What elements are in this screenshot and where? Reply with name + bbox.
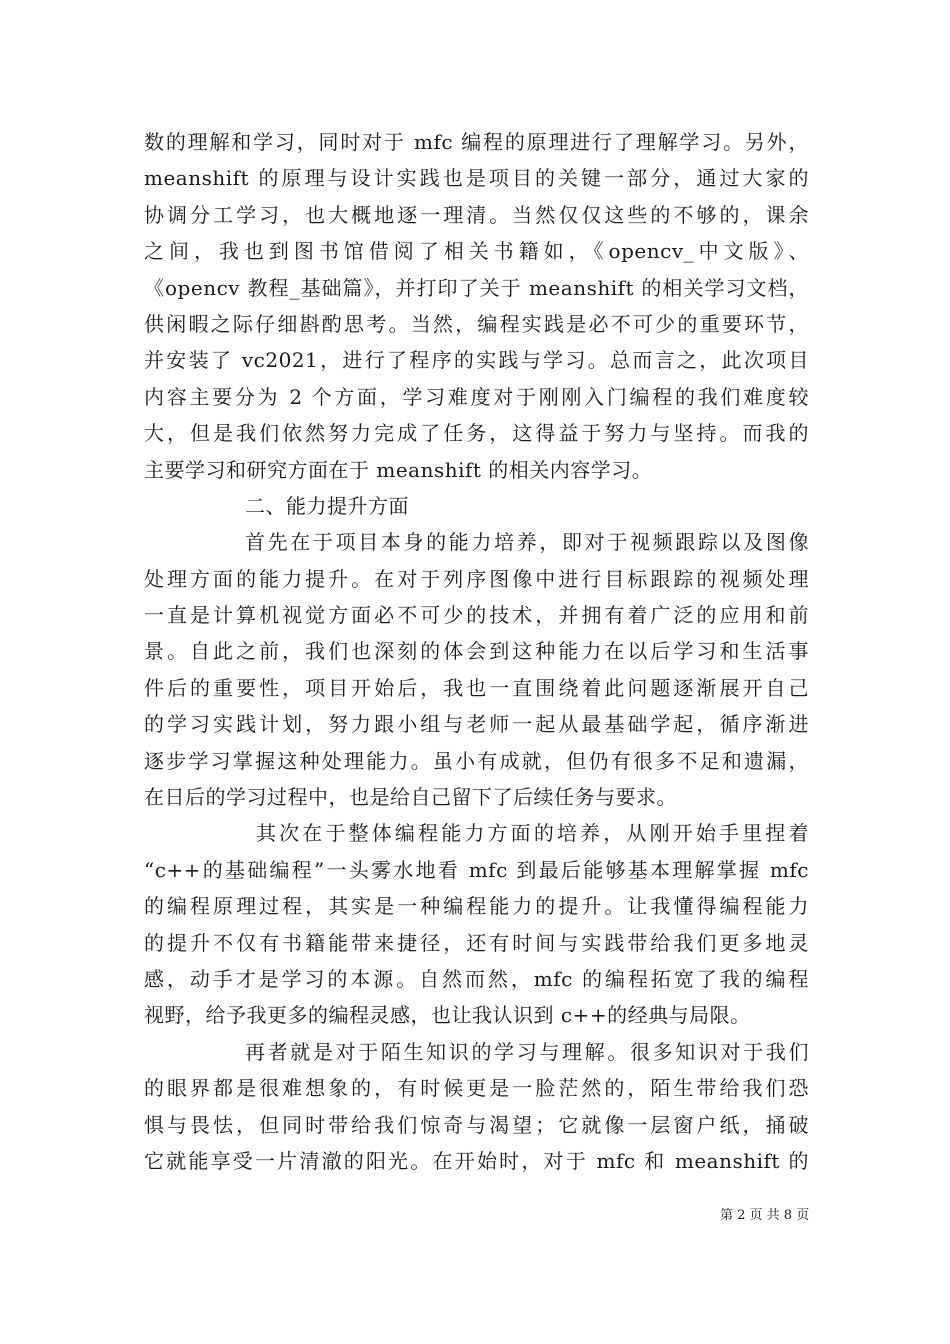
text-line: 的提升不仅有书籍能带来捷径，还有时间与实践带给我们更多地灵 [144, 930, 809, 955]
text-line: 件后的重要性，项目开始后，我也一直围绕着此问题逐渐展开自己 [144, 675, 809, 700]
paragraph-first-line: 再者就是对于陌生知识的学习与理解。很多知识对于我们 [245, 1039, 809, 1064]
text-line: 景。自此之前，我们也深刻的体会到这种能力在以后学习和生活事 [144, 639, 809, 664]
text-line: 数的理解和学习，同时对于 mfc 编程的原理进行了理解学习。另外， [144, 130, 809, 154]
paragraph-first-line: 首先在于项目本身的能力培养，即对于视频跟踪以及图像 [245, 530, 809, 555]
text-line: 《opencv 教程_基础篇》，并打印了关于 meanshift 的相关学习文档， [144, 275, 809, 300]
text-line: 感，动手才是学习的本源。自然而然，mfc 的编程拓宽了我的编程 [144, 966, 809, 991]
page-number-footer: 第 2 页 共 8 页 [720, 1208, 810, 1223]
text-line: 协调分工学习，也大概地逐一理清。当然仅仅这些的不够的，课余 [144, 202, 809, 227]
text-line: 它就能享受一片清澈的阳光。在开始时，对于 mfc 和 meanshift 的 [144, 1148, 809, 1173]
text-line: 主要学习和研究方面在于 meanshift 的相关内容学习。 [144, 457, 653, 482]
text-line: 之间，我也到图书馆借阅了相关书籍如，《opencv_中文版》、 [144, 239, 809, 264]
section-heading: 二、能力提升方面 [245, 493, 409, 518]
text-line: meanshift 的原理与设计实践也是项目的关键一部分，通过大家的 [144, 166, 809, 191]
text-line: 处理方面的能力提升。在对于列序图像中进行目标跟踪的视频处理 [144, 566, 809, 591]
text-line: 供闲暇之际仔细斟酌思考。当然，编程实践是必不可少的重要环节， [144, 311, 809, 336]
text-line: 大，但是我们依然努力完成了任务，这得益于努力与坚持。而我的 [144, 421, 809, 446]
text-line: 在日后的学习过程中，也是给自己留下了后续任务与要求。 [144, 785, 677, 810]
text-line: “c++的基础编程”一头雾水地看 mfc 到最后能够基本理解掌握 mfc [144, 857, 809, 882]
text-line: 视野，给予我更多的编程灵感，也让我认识到 c++的经典与局限。 [144, 1003, 751, 1028]
paragraph-first-line: 其次在于整体编程能力方面的培养，从刚开始手里捏着 [256, 821, 809, 846]
text-line: 逐步学习掌握这种处理能力。虽小有成就，但仍有很多不足和遗漏， [144, 748, 809, 773]
text-line: 的学习实践计划，努力跟小组与老师一起从最基础学起，循序渐进 [144, 712, 809, 737]
body-text [144, 124, 809, 1179]
text-line: 的眼界都是很难想象的，有时候更是一脸茫然的，陌生带给我们恐 [144, 1076, 809, 1101]
text-line: 惧与畏怯，但同时带给我们惊奇与渴望；它就像一层窗户纸，捅破 [144, 1112, 809, 1137]
text-line: 一直是计算机视觉方面必不可少的技术，并拥有着广泛的应用和前 [144, 603, 809, 628]
text-line: 并安装了 vc2021，进行了程序的实践与学习。总而言之，此次项目 [144, 348, 809, 373]
text-line: 内容主要分为 2 个方面，学习难度对于刚刚入门编程的我们难度较 [144, 384, 809, 409]
text-line: 的编程原理过程，其实是一种编程能力的提升。让我懂得编程能力 [144, 894, 809, 919]
